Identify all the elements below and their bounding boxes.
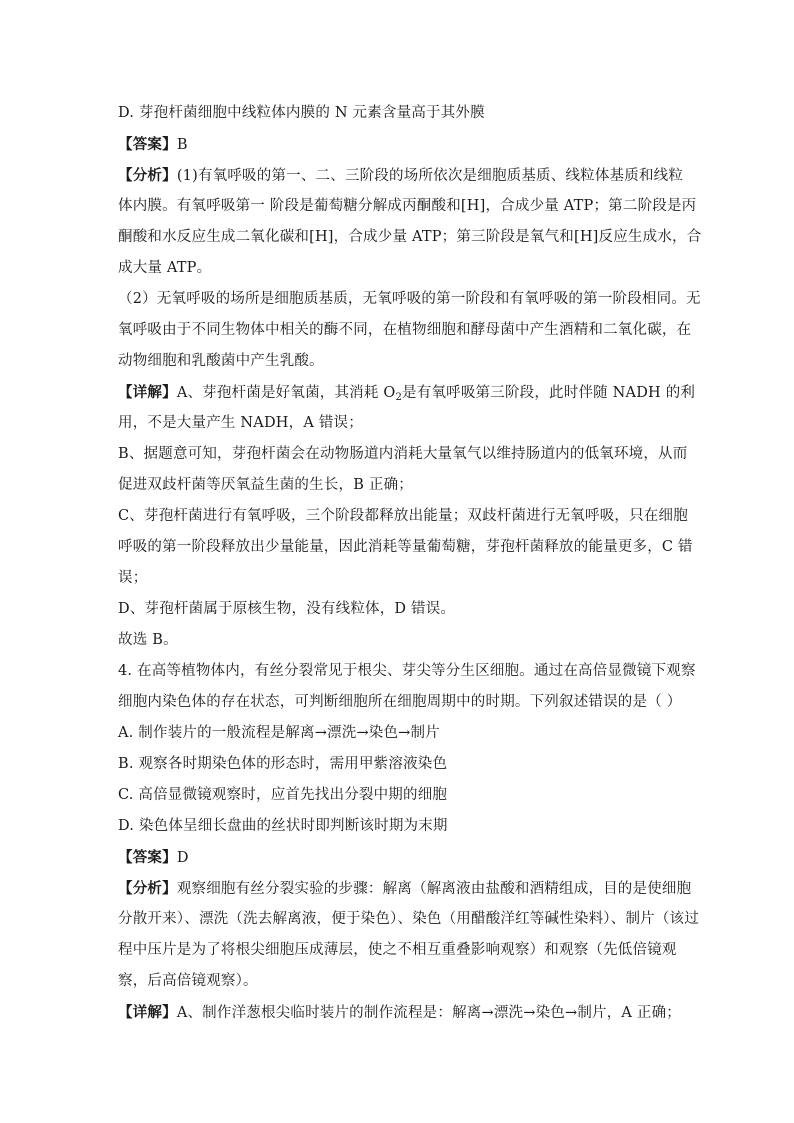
text-line-q3-analysis-7 xyxy=(118,346,678,377)
text-line-q3-option-d xyxy=(118,98,678,129)
line-text: 氧呼吸由于不同生物体中相关的酶不同，在植物细胞和酵母菌中产生酒精和二氧化碳，在 xyxy=(118,322,692,338)
text-line-q4-option-b xyxy=(118,749,678,780)
text-line-q3-detail-5 xyxy=(118,501,688,532)
text-line-q3-analysis-4 xyxy=(118,253,678,284)
text-line-q3-detail-4 xyxy=(118,470,678,501)
text-line-q4-analysis-1 xyxy=(118,873,692,904)
line-text: D xyxy=(176,850,189,866)
section-tag: 【答案】 xyxy=(118,136,177,153)
line-text: B、据题意可知，芽孢杆菌会在动物肠道内消耗大量氧气以维持肠道内的低氧环境，从而 xyxy=(118,446,688,462)
line-text: 察，后高倍镜观察）。 xyxy=(118,973,258,989)
line-text: D. 芽孢杆菌细胞中线粒体内膜的 N 元素含量高于其外膜 xyxy=(118,105,485,121)
text-line-q3-answer xyxy=(118,129,678,160)
text-line-q4-option-a xyxy=(118,718,678,749)
text-line-q4-option-c xyxy=(118,780,678,811)
text-line-q3-detail-8 xyxy=(118,594,678,625)
text-line-q3-analysis-5 xyxy=(118,284,701,315)
subscript: 2 xyxy=(395,392,403,403)
line-text: 用，不是大量产生 NADH，A 错误； xyxy=(118,415,363,431)
section-tag: 【详解】 xyxy=(118,1004,177,1021)
line-text: 体内膜。有氧呼吸第一 阶段是葡萄糖分解成丙酮酸和[H]，合成少量 ATP；第二阶段是丙 xyxy=(118,198,697,214)
line-text: （2）无氧呼吸的场所是细胞质基质，无氧呼吸的第一阶段和有氧呼吸的第一阶段相同。无 xyxy=(118,291,701,307)
text-line-q3-detail-3 xyxy=(118,439,688,470)
text-line-q4-stem-1 xyxy=(118,656,696,687)
text-line-q4-analysis-4 xyxy=(118,966,678,997)
section-tag: 【答案】 xyxy=(118,849,177,866)
line-text: A、制作洋葱根尖临时装片的制作流程是：解离→漂洗→染色→制片，A 正确； xyxy=(176,1005,682,1021)
line-text: A. 制作装片的一般流程是解离→漂洗→染色→制片 xyxy=(118,725,440,741)
line-text: 动物细胞和乳酸菌中产生乳酸。 xyxy=(118,353,324,369)
line-text: C、芽孢杆菌进行有氧呼吸，三个阶段都释放出能量；双歧杆菌进行无氧呼吸，只在细胞 xyxy=(118,508,688,524)
line-text: B xyxy=(176,137,188,153)
text-line-q3-analysis-2 xyxy=(118,191,697,222)
document-page xyxy=(118,98,702,1028)
text-line-q3-detail-7 xyxy=(118,563,678,594)
line-text: B. 观察各时期染色体的形态时，需用甲紫溶液染色 xyxy=(118,756,448,772)
line-text: 促进双歧杆菌等厌氧益生菌的生长，B 正确； xyxy=(118,477,413,493)
line-text: 故选 B。 xyxy=(118,632,178,648)
text-line-q4-analysis-2 xyxy=(118,904,699,935)
text-line-q3-detail-6 xyxy=(118,532,693,563)
text-line-q4-analysis-3 xyxy=(118,935,678,966)
section-tag: 【分析】 xyxy=(118,880,177,897)
section-tag: 【分析】 xyxy=(118,167,177,184)
text-line-q4-answer xyxy=(118,842,678,873)
text-line-q4-stem-2 xyxy=(118,687,682,718)
line-text: D. 染色体呈细长盘曲的丝状时即判断该时期为末期 xyxy=(118,818,448,834)
line-text: 酮酸和水反应生成二氧化碳和[H]，合成少量 ATP；第三阶段是氧气和[H]反应生成水，合 xyxy=(118,229,702,245)
line-text: C. 高倍显微镜观察时，应首先找出分裂中期的细胞 xyxy=(118,787,448,803)
line-text: 观察细胞有丝分裂实验的步骤：解离（解离液由盐酸和酒精组成，目的是使细胞 xyxy=(176,881,692,897)
line-text: 4. 在高等植物体内，有丝分裂常见于根尖、芽尖等分生区细胞。通过在高倍显微镜下观察 xyxy=(118,663,696,679)
text-line-q3-detail-1 xyxy=(118,377,696,408)
line-text: 呼吸的第一阶段释放出少量能量，因此消耗等量葡萄糖，芽孢杆菌释放的能量更多，C 错 xyxy=(118,539,693,555)
text-line-q4-option-d xyxy=(118,811,678,842)
text-line-q3-analysis-3 xyxy=(118,222,702,253)
line-text: D、芽孢杆菌属于原核生物，没有线粒体，D 错误。 xyxy=(118,601,456,617)
line-text: 细胞内染色体的存在状态，可判断细胞所在细胞周期中的时期。下列叙述错误的是（ ） xyxy=(118,694,682,710)
line-text: 程中压片是为了将根尖细胞压成薄层，使之不相互重叠影响观察）和观察（先低倍镜观 xyxy=(118,942,677,958)
line-text: (1)有氧呼吸的第一、二、三阶段的场所依次是细胞质基质、线粒体基质和线粒 xyxy=(176,168,684,184)
text-line-q3-detail-2 xyxy=(118,408,678,439)
line-text: 误； xyxy=(118,570,148,586)
line-text: A、芽孢杆菌是好氧菌，其消耗 O xyxy=(176,385,396,401)
text-line-q3-analysis-6 xyxy=(118,315,692,346)
text-line-q3-conclusion xyxy=(118,625,678,656)
line-text: 成大量 ATP。 xyxy=(118,260,212,276)
line-text: 分散开来）、漂洗（洗去解离液，便于染色）、染色（用醋酸洋红等碱性染料）、制片（该过 xyxy=(118,911,699,927)
text-line-q3-analysis-1 xyxy=(118,160,684,191)
text-line-q4-detail-1 xyxy=(118,997,682,1028)
line-text-continued: 是有氧呼吸第三阶段，此时伴随 NADH 的利 xyxy=(402,385,696,401)
section-tag: 【详解】 xyxy=(118,384,177,401)
